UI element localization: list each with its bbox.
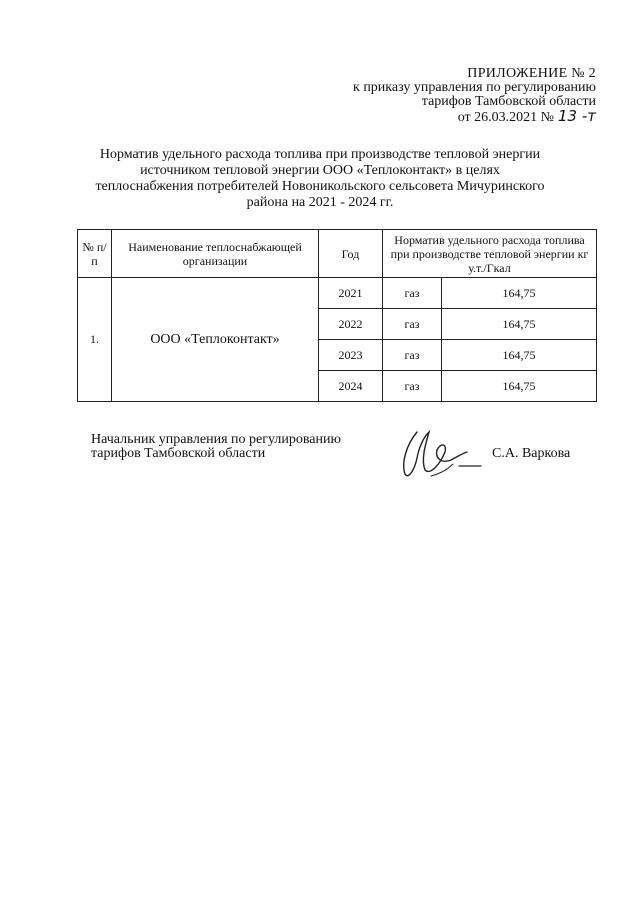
year-cell: 2022 xyxy=(319,309,383,340)
signer-position xyxy=(91,433,341,461)
appendix-line-department: тарифов Тамбовской области xyxy=(421,94,596,109)
value-cell: 164,75 xyxy=(442,278,597,309)
appendix-title: ПРИЛОЖЕНИЕ № 2 xyxy=(467,66,596,81)
appendix-line-date xyxy=(296,109,596,125)
value-cell: 164,75 xyxy=(442,371,597,402)
fuel-cell: газ xyxy=(383,278,442,309)
header-norm: Норматив удельного расхода топлива при производстве тепловой энергии кг у.т./Гкал xyxy=(383,230,597,278)
header-year: Год xyxy=(319,230,383,278)
order-number-handwritten: 13 -т xyxy=(557,107,596,125)
document-heading: Норматив удельного расхода топлива при производстве тепловой энергии источником тепловой энергии ООО «Теплоконтакт» в целях теплоснабжения потребителей Новоникольского сельсовета Мичуринского района на 2021 - 2024 гг. xyxy=(95,147,545,210)
year-cell: 2024 xyxy=(319,371,383,402)
signer-name: С.А. Варкова xyxy=(492,446,571,461)
fuel-cell: газ xyxy=(383,340,442,371)
table-header-row xyxy=(78,230,597,278)
appendix-line-order: к приказу управления по регулированию xyxy=(353,80,596,95)
appendix-date-prefix: от 26.03.2021 № xyxy=(457,110,554,125)
org-name: ООО «Теплоконтакт» xyxy=(112,278,319,402)
table-row xyxy=(78,278,597,309)
row-number: 1. xyxy=(78,278,112,402)
norm-table xyxy=(77,229,597,402)
handwritten-signature xyxy=(395,424,485,484)
header-org: Наименование теплоснабжающей организации xyxy=(112,230,319,278)
year-cell: 2023 xyxy=(319,340,383,371)
value-cell: 164,75 xyxy=(442,309,597,340)
header-num: № п/п xyxy=(78,230,112,278)
signer-position-line1: Начальник управления по регулированию xyxy=(91,432,341,447)
fuel-cell: газ xyxy=(383,309,442,340)
year-cell: 2021 xyxy=(319,278,383,309)
fuel-cell: газ xyxy=(383,371,442,402)
signer-position-line2: тарифов Тамбовской области xyxy=(91,446,266,461)
appendix-block xyxy=(296,67,596,125)
value-cell: 164,75 xyxy=(442,340,597,371)
